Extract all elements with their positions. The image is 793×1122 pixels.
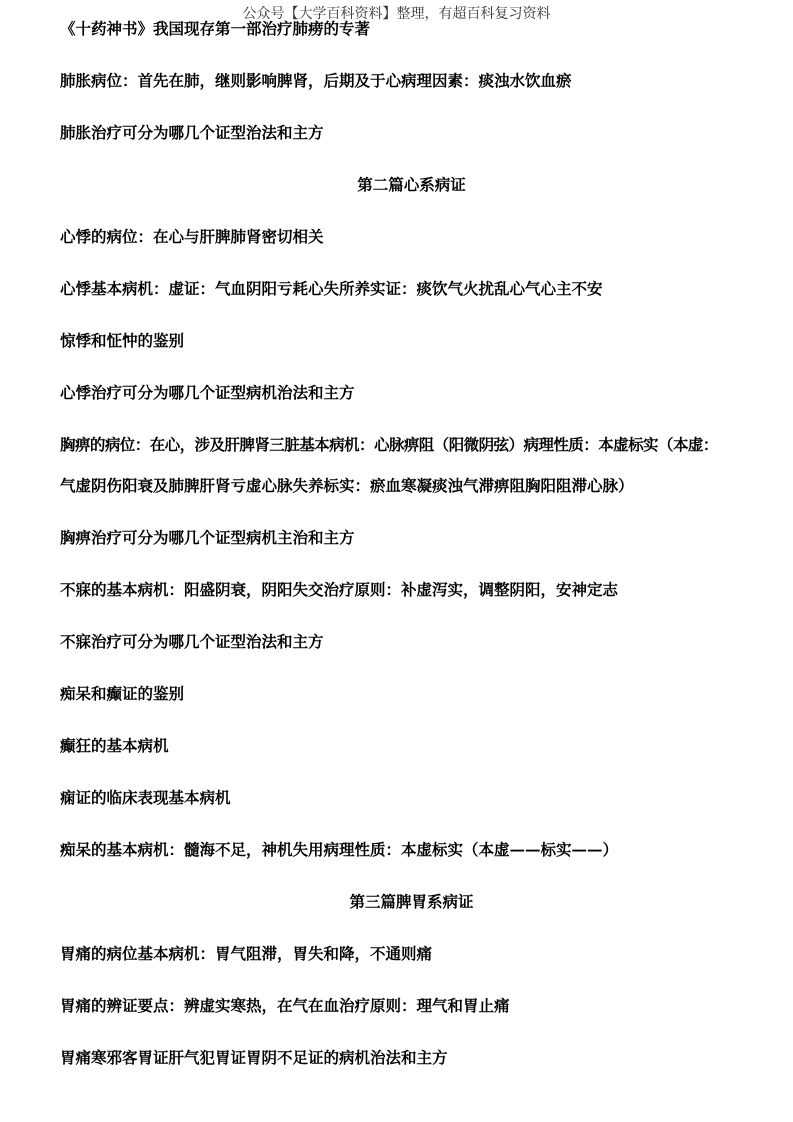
text-line: 胃痛寒邪客胃证肝气犯胃证胃阴不足证的病机治法和主方: [60, 1048, 448, 1067]
text-line: 《十药神书》我国现存第一部治疗肺痨的专著: [60, 19, 371, 38]
text-line: 痫证的临床表现基本病机: [60, 788, 231, 807]
text-line: 心悸基本病机：虚证：气血阴阳亏耗心失所养实证：痰饮气火扰乱心气心主不安: [60, 279, 603, 298]
text-line: 肺胀治疗可分为哪几个证型治法和主方: [60, 123, 324, 142]
text-line: 心悸治疗可分为哪几个证型病机治法和主方: [60, 383, 355, 402]
text-line: 胸痹治疗可分为哪几个证型病机主治和主方: [60, 528, 355, 547]
text-line: 不寐的基本病机：阳盛阴衰，阴阳失交治疗原则：补虚泻实，调整阴阳，安神定志: [60, 580, 619, 599]
text-line: 气虚阴伤阳衰及肺脾肝肾亏虚心脉失养标实：瘀血寒凝痰浊气滞痹阻胸阳阻滞心脉）: [60, 476, 634, 495]
text-line: 癫狂的基本病机: [60, 736, 169, 755]
text-line: 胃痛的辨证要点：辨虚实寒热，在气在血治疗原则：理气和胃止痛: [60, 996, 510, 1015]
watermark-text: 公众号【大学百科资料】整理，有超百科复习资料: [242, 6, 551, 22]
text-line: 胸痹的病位：在心，涉及肝脾肾三脏基本病机：心脉痹阻（阳微阴弦）病理性质：本虚标实（本虚：: [60, 435, 718, 454]
text-line: 惊悸和怔忡的鉴别: [60, 331, 185, 350]
text-line: 痴呆和癫证的鉴别: [60, 684, 185, 703]
text-line: 痴呆的基本病机：髓海不足，神机失用病理性质：本虚标实（本虚——标实——）: [60, 840, 619, 859]
section-heading: 第二篇心系病证: [357, 175, 466, 194]
text-line: 肺胀病位：首先在肺，继则影响脾肾，后期及于心病理因素：痰浊水饮血瘀: [60, 71, 572, 90]
text-line: 心悸的病位：在心与肝脾肺肾密切相关: [60, 227, 324, 246]
section-heading: 第三篇脾胃系病证: [349, 892, 474, 911]
text-line: 不寐治疗可分为哪几个证型治法和主方: [60, 632, 324, 651]
text-line: 胃痛的病位基本病机：胃气阻滞，胃失和降，不通则痛: [60, 944, 433, 963]
